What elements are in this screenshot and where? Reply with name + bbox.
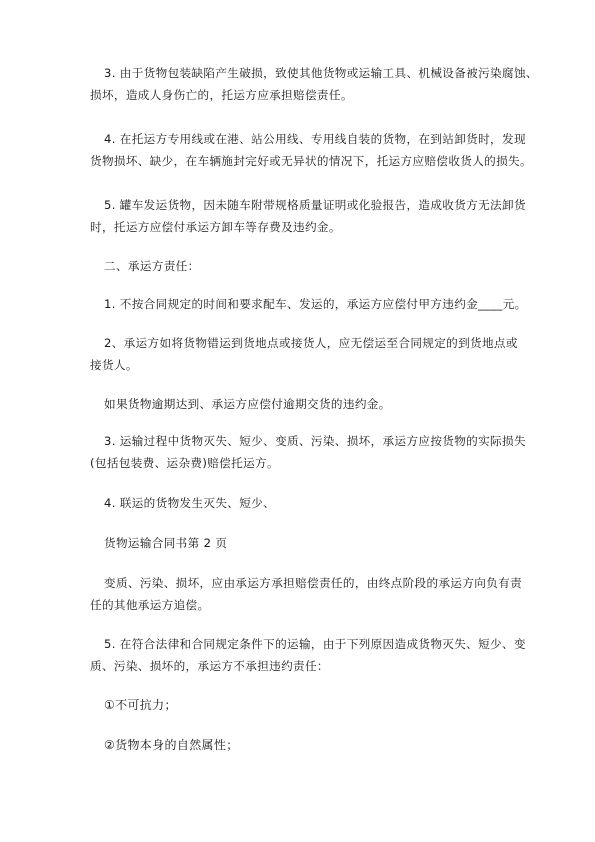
paragraph-terminal-carrier-recourse [90, 572, 530, 616]
paragraph-intermodal-loss [90, 492, 530, 514]
text-line: 货物运输合同书第 2 页 [104, 536, 228, 550]
text-line: 时，托运方应偿付承运方卸车等存费及违约金。 [90, 220, 341, 234]
text-line: ①不可抗力； [104, 698, 177, 712]
text-line: 货物损坏、缺少，在车辆施封完好或无异状的情况下，托运方应赔偿收货人的损失。 [90, 154, 532, 168]
text-line: (包括包装费、运杂费)赔偿托运方。 [90, 456, 279, 470]
paragraph-shipper-self-loading [90, 128, 530, 172]
text-line: 5. 罐车发运货物，因未随车附带规格质量证明或化验报告，造成收货方无法卸货 [104, 198, 526, 212]
text-line: 2、承运方如将货物错运到货地点或接货人，应无偿运至合同规定的到货地点或 [104, 336, 518, 350]
text-line: 如果货物逾期达到、承运方应偿付逾期交货的违约金。 [104, 397, 391, 411]
paragraph-carrier-misdelivery [90, 332, 530, 376]
text-line: 二、承运方责任： [104, 259, 200, 273]
text-line: ②货物本身的自然属性； [104, 738, 239, 752]
text-line: 3. 由于货物包装缺陷产生破损，致使其他货物或运输工具、机械设备被污染腐蚀、 [104, 66, 538, 80]
text-line: 5. 在符合法律和合同规定条件下的运输，由于下列原因造成货物灭失、短少、变 [104, 637, 526, 651]
paragraph-overdue-delivery [90, 393, 530, 415]
paragraph-transport-loss [90, 430, 530, 474]
text-line: 质、污染、损坏的，承运方不承担违约责任： [90, 659, 329, 673]
page-label [90, 532, 530, 554]
section-heading-carrier-responsibility [90, 255, 530, 277]
list-item-force-majeure [90, 694, 530, 716]
text-line: 接货人。 [90, 358, 138, 372]
paragraph-tank-car-shipment [90, 194, 530, 238]
list-item-natural-properties [90, 734, 530, 756]
text-line: 4. 在托运方专用线或在港、站公用线、专用线自装的货物，在到站卸货时，发现 [104, 132, 526, 146]
text-line: 4. 联运的货物发生灭失、短少、 [104, 496, 276, 510]
text-line: 3. 运输过程中货物灭失、短少、变质、污染、损坏，承运方应按货物的实际损失 [104, 434, 526, 448]
paragraph-shipper-packaging-defect [90, 62, 538, 106]
text-line: 变质、污染、损坏，应由承运方承担赔偿责任的，由终点阶段的承运方向负有责 [104, 576, 523, 590]
text-line: 损坏，造成人身伤亡的，托运方应承担赔偿责任。 [90, 88, 353, 102]
paragraph-carrier-exemptions [90, 633, 530, 677]
text-line: 任的其他承运方追偿。 [90, 598, 210, 612]
text-line: 1. 不按合同规定的时间和要求配车、发运的，承运方应偿付甲方违约金____元。 [104, 297, 527, 311]
paragraph-carrier-late-dispatch [90, 293, 530, 315]
